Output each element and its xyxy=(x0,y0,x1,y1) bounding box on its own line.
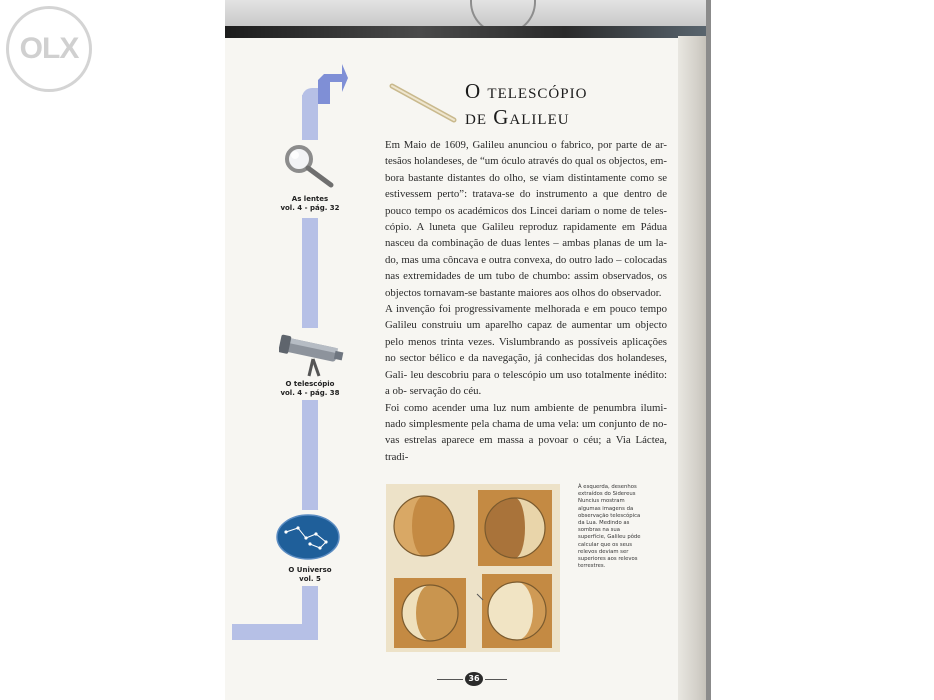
telescope-title: O telescópio xyxy=(285,380,335,388)
text-line: nasceu da combinação de duas lentes – ambas planas de um la- xyxy=(385,237,667,250)
text-line: Foi como acender uma luz num ambiente de penumbra ilumi- xyxy=(385,401,667,414)
text-line: cópio. A luneta que Galileu reproduz rapidamente em Pádua xyxy=(385,221,667,234)
olx-watermark xyxy=(6,6,92,92)
text-line: Galileu construiu um aparelho capaz de aumentar um objecto xyxy=(385,319,667,332)
paragraph-1 xyxy=(385,137,667,301)
text-line: bora bastante distantes do olho, se viam distintamente como se xyxy=(385,171,667,184)
article-body xyxy=(385,137,667,465)
text-line: estivessem perto”: tratava-se do instrumento a que dentro de xyxy=(385,188,667,201)
page-header-strip xyxy=(225,26,711,38)
text-line: servação do céu. xyxy=(409,385,482,398)
title-line-1: O telescópio xyxy=(465,79,588,103)
page-number-rule-right xyxy=(485,679,507,680)
universe-title: O Universo xyxy=(288,566,332,574)
text-line: objectos tornavam-se bastante maiores aos olhos do observador. xyxy=(385,286,662,299)
telescope-title-icon xyxy=(388,80,458,126)
caption-line: observação telescópica xyxy=(578,512,641,519)
caption-line: algumas imagens da xyxy=(578,505,634,512)
text-line: vas estrelas aparece em massa a povoar o céu; a Via Láctea, tradi- xyxy=(385,434,667,463)
text-line: pelo menos trinta vezes. Vislumbrando as possíveis aplicações no xyxy=(385,335,667,365)
sidebar-item-universe-label xyxy=(255,566,365,584)
timeline-arrow-icon xyxy=(318,62,348,104)
book-edge xyxy=(706,0,711,700)
page-top-band xyxy=(225,0,711,26)
timeline-track-bottom xyxy=(232,624,318,640)
caption-line: da Lua. Medindo as xyxy=(578,520,630,527)
text-line: pouco tempo os académicos dos Lincei dariam o nome de teles- xyxy=(385,204,667,217)
text-line: nas extremidades de um tubo de chumbo: assim observados, os xyxy=(385,270,667,283)
paragraph-2 xyxy=(385,301,667,399)
universe-ref: vol. 5 xyxy=(299,575,321,583)
caption-line: superiores aos relevos xyxy=(578,556,638,563)
watermark-text: OLX xyxy=(19,32,79,65)
caption-line: Nuncius mostram xyxy=(578,498,625,505)
constellation-icon xyxy=(276,514,340,560)
moon-drawings-image xyxy=(386,484,560,652)
telescope-icon xyxy=(279,331,345,377)
text-line: Em Maio de 1609, Galileu anunciou o fabrico, por parte de ar- xyxy=(385,139,667,151)
text-line: A invenção foi progressivamente melhorada e em pouco tempo xyxy=(385,303,667,316)
paragraph-3 xyxy=(385,400,667,466)
lenses-title: As lentes xyxy=(291,195,329,203)
caption-line: calcular que os seus xyxy=(578,541,632,548)
caption-line: sombras na sua xyxy=(578,527,621,534)
text-line: leu descobriu para o telescópio um uso totalmente inédito: a ob- xyxy=(385,368,667,398)
caption-line: À esquerda, desenhos xyxy=(578,484,637,490)
sidebar-item-lenses-label xyxy=(255,195,365,213)
caption-line: terrestres. xyxy=(578,563,606,570)
title-line-2: de Galileu xyxy=(465,105,570,129)
caption-line: superfície, Galileu pôde xyxy=(578,534,641,541)
image-caption xyxy=(578,484,654,570)
lenses-ref: vol. 4 - pág. 32 xyxy=(280,204,340,212)
sidebar-item-telescope-label xyxy=(255,380,365,398)
caption-line: relevos deviam ser xyxy=(578,548,629,555)
text-line: tesãos holandeses, de “um óculo através do qual os objectos, em- xyxy=(385,155,667,168)
article-title xyxy=(465,78,675,130)
page-number-rule-left xyxy=(437,679,463,680)
telescope-ref: vol. 4 - pág. 38 xyxy=(280,389,340,397)
page-number: 36 xyxy=(465,672,483,686)
caption-line: extraídos do Sidereus xyxy=(578,491,636,498)
magnifying-glass-icon xyxy=(283,143,337,189)
text-line: do, mas uma côncava e outra convexa, do outro lado – colocadas xyxy=(385,253,667,266)
text-line: sector bélico e da navegação, já conhecidas dos holandeses, Gali- xyxy=(385,352,667,381)
text-line: nado simplesmente pela chama de uma vela: um conjunto de no- xyxy=(385,417,667,430)
